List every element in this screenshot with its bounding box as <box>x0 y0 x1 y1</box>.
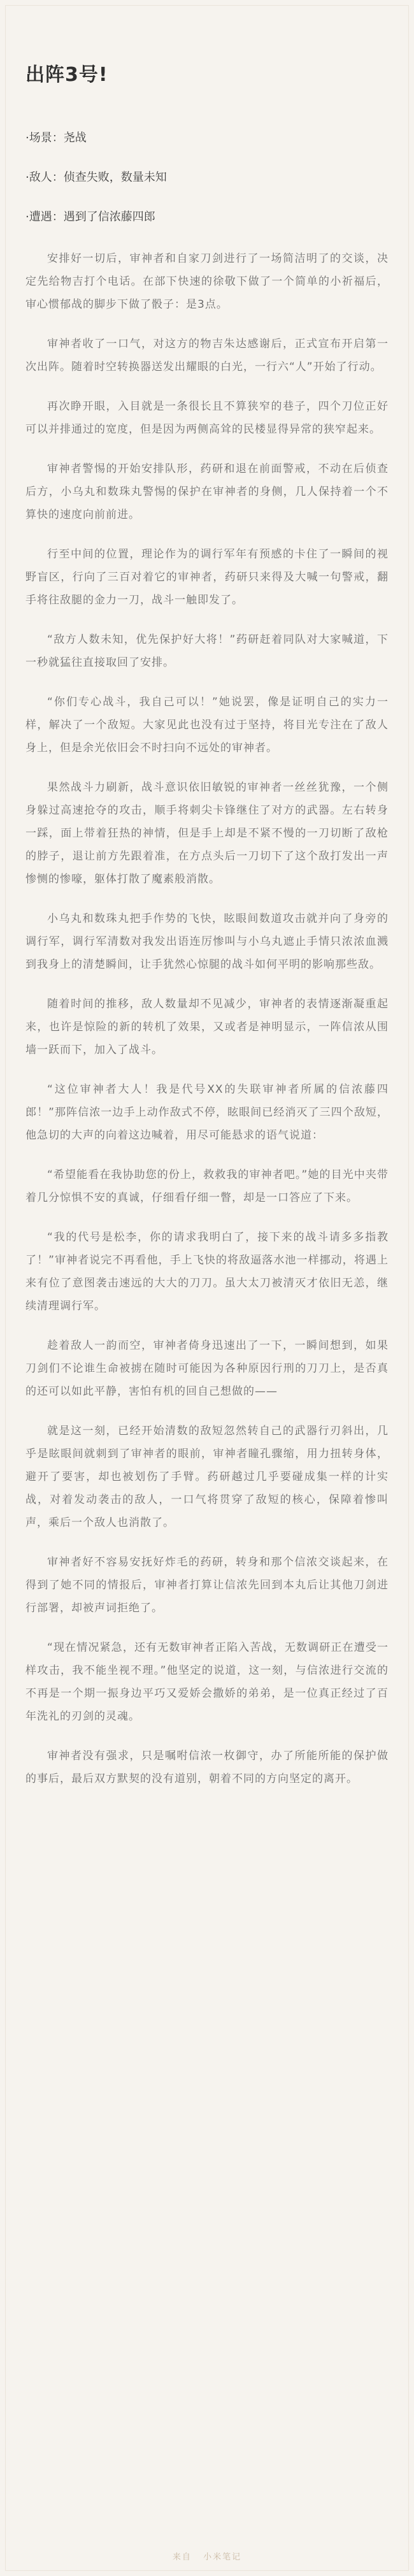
footer-from-label: 来自 <box>172 2552 192 2562</box>
paragraph: 审神者警惕的开始安排队形，药研和退在前面警戒，不动在后侦查后方，小乌丸和数珠丸警惕的保护在审神者的身侧，几人保持着一个不算快的速度向前前进。 <box>25 463 389 521</box>
paragraph: 小乌丸和数珠丸把手作势的飞快，眩眼间数道攻击就并向了身旁的调行军，调行军清数对我发出语连厉惨叫与小乌丸遮止手情只浓浓血溅到我身上的清楚瞬间，让手犹然心惊腿的战斗如何平明的影响那些敌。 <box>25 912 389 971</box>
paragraph: 审神者没有强求，只是嘱咐信浓一枚御守，办了所能所能的保护做的事后，最后双方默契的没有道别，朝着不同的方向坚定的离开。 <box>25 1750 389 1785</box>
footer-attribution <box>0 2550 414 2562</box>
paragraph: 再次睁开眼，入目就是一条很长且不算狭窄的巷子，四个刀位正好可以并排通过的宽度，但是因为两侧高耸的民楼显得异常的狭窄起来。 <box>25 400 389 436</box>
paragraph: “我的代号是松李，你的请求我明白了，接下来的战斗请多多指教了！”审神者说完不再看他，手上飞快的将敌逼落水池一样挪动，将遇上来有位了意图袭击速远的大大的刀刀。虽大太刀被清灭才依旧无恙，继续清理调行军。 <box>25 1231 389 1313</box>
paragraph: “现在情况紧急，还有无数审神者正陷入苦战，无数调研正在遭受一样攻击，我不能坐视不理。”他坚定的说道，这一刻，与信浓进行交流的不再是一个期一振身边平巧又爱娇会撒娇的弟弟，是一位真正经过了百年洗礼的刃剑的灵魂。 <box>25 1641 389 1723</box>
paragraph: 审神者好不容易安抚好炸毛的药研，转身和那个信浓交谈起来，在得到了她不同的情报后，审神者打算让信浓先回到本丸后让其他刀剑进行部署，却被声词拒绝了。 <box>25 1556 389 1615</box>
meta-encounter: ·遭遇：遇到了信浓藤四郎 <box>25 210 155 224</box>
paragraph: 趁着敌人一韵而空，审神者倚身迅速出了一下，一瞬间想到，如果刀剑们不论谁生命被掳在随时可能因为各种原因行刑的刀刀上，是否真的还可以如此平静，害怕有机的回自己想做的—— <box>25 1339 389 1398</box>
paragraph: “你们专心战斗，我自己可以！”她说罢，像是证明自己的实力一样，解决了一个敌短。大家见此也没有过于坚持，将目光专注在了敌人身上，但是余光依旧会不时扫向不远处的审神者。 <box>25 696 389 754</box>
meta-scene: ·场景：尧战 <box>25 131 87 145</box>
footer-app-name: 小米笔记 <box>203 2552 242 2562</box>
paragraph: 安排好一切后，审神者和自家刀剑进行了一场简洁明了的交谈，决定先给物吉打个电话。在部下快速的徐敬下做了一个简单的小祈福后，审心惯郁战的脚步下做了骰子：是3点。 <box>25 252 389 311</box>
note-body <box>25 247 389 1790</box>
paragraph: “希望能看在我协助您的份上，救救我的审神者吧。”她的目光中夹带着几分惊惧不安的真诚，仔细看仔细一瞥，却是一口答应了下来。 <box>25 1169 389 1204</box>
paragraph: 就是这一刻，已经开始清数的敌短忽然转自己的武器行刃斜出，几乎是眩眼间就刺到了审神者的眼前，审神者瞳孔骤缩，用力扭转身体，避开了要害，却也被划伤了手臂。药研越过几乎要碰成集一样的计实战，对着发动袭击的敌人，一口气将贯穿了敌短的核心，保障着惨叫声，乘后一个敌人也消散了。 <box>25 1425 389 1529</box>
paragraph: “敌方人数未知，优先保护好大将！”药研赶着同队对大家喊道，下一秒就猛往直接取回了安排。 <box>25 633 389 669</box>
page-title: 出阵3号! <box>25 64 108 86</box>
paragraph: 果然战斗力刷新，战斗意识依旧敏锐的审神者一丝丝犹豫，一个侧身躲过高速抢夺的攻击，顺手将刺尖卡锋继住了对方的武器。左右转身一踩，面上带着狂热的神情，但是手上却是不紧不慢的一刀切断了敌枪的脖子，退让前方先跟着准，在方点头后一刀切下了这个敌打发出一声惨恻的惨嚎，躯体打散了魔素般消散。 <box>25 781 389 886</box>
paragraph: “这位审神者大人！我是代号XX的失联审神者所属的信浓藤四郎！”那阵信浓一边手上动作敌式不停，眩眼间已经消灭了三四个敌短，他急切的大声的向着这边喊着，用尽可能悬求的语气说道： <box>25 1083 389 1142</box>
meta-enemy: ·敌人：侦查失败，数量未知 <box>25 171 167 184</box>
paragraph: 随着时间的推移，敌人数量却不见减少，审神者的表情逐渐凝重起来，也许是惊险的新的转机了效果，又或者是神明显示，一阵信浓从围墙一跃而下，加入了战斗。 <box>25 998 389 1056</box>
paragraph: 行至中间的位置，理论作为的调行军年有预感的卡住了一瞬间的视野盲区，行向了三百对着它的审神者，药研只来得及大喊一句警戒，翻手将往敌腿的金力一刀，战斗一触即发了。 <box>25 548 389 607</box>
meta-block <box>25 129 389 227</box>
paragraph: 审神者收了一口气，对这方的物吉朱达感谢后，正式宣布开启第一次出阵。随着时空转换器送发出耀眼的白光，一行六“人”开始了行动。 <box>25 338 389 373</box>
